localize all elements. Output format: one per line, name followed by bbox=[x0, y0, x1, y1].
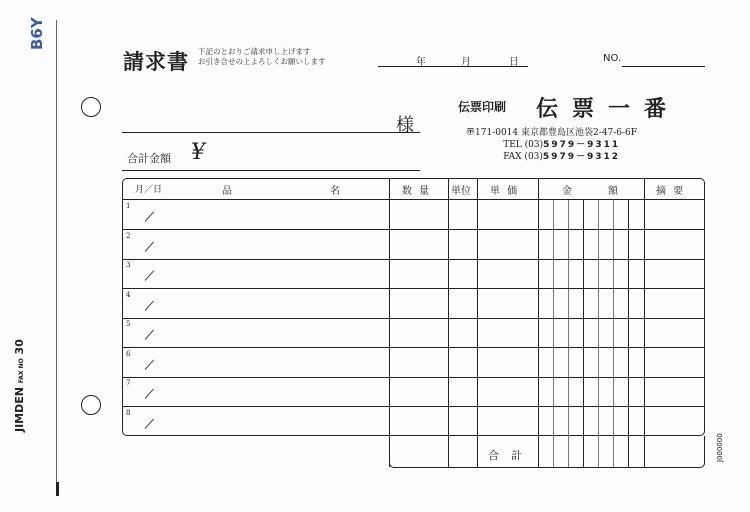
header-item-2: 名 bbox=[330, 186, 340, 197]
header-unit: 単位 bbox=[451, 186, 471, 197]
col-divider-unit bbox=[448, 179, 449, 467]
row-number: 3 bbox=[126, 261, 131, 269]
model-number: 30 bbox=[13, 339, 26, 355]
header-divider bbox=[123, 199, 704, 200]
punch-hole-top bbox=[81, 97, 101, 117]
addressee-suffix: 様 bbox=[396, 115, 414, 136]
perforation-line bbox=[56, 20, 57, 482]
col-divider-price bbox=[477, 179, 478, 467]
issuer-name: 伝票一番 bbox=[536, 97, 681, 122]
row-line bbox=[123, 377, 704, 378]
tel-number: 5979－9311 bbox=[543, 140, 621, 150]
form-title: 請求書 bbox=[123, 50, 189, 74]
total-label: 合計 bbox=[488, 449, 534, 462]
note-line-1: 下記のとおりご請求申し上げます bbox=[198, 47, 311, 56]
size-label: B6Y bbox=[28, 17, 46, 50]
date-underline bbox=[378, 66, 528, 67]
digit-line bbox=[628, 200, 629, 467]
row-line bbox=[123, 406, 704, 407]
product-code: J000000 bbox=[716, 433, 724, 462]
row-number: 5 bbox=[126, 320, 131, 328]
no-label: NO. bbox=[603, 53, 622, 64]
fax-number: 5979－9312 bbox=[542, 152, 621, 162]
row-line bbox=[123, 318, 704, 319]
addressee-underline bbox=[122, 132, 420, 133]
total-amount-label: 合計金額 bbox=[127, 152, 171, 165]
row-number: 7 bbox=[126, 379, 131, 387]
header-date: 月／日 bbox=[135, 185, 163, 195]
form-note bbox=[198, 47, 326, 67]
row-number: 6 bbox=[126, 350, 131, 358]
issuer-postal: 〠171-0014 bbox=[466, 128, 519, 138]
header-qty: 数 量 bbox=[402, 186, 432, 197]
year-label: 年 bbox=[416, 57, 426, 68]
currency-symbol: ¥ bbox=[191, 140, 205, 165]
row-line bbox=[123, 347, 704, 348]
digit-line bbox=[553, 200, 554, 467]
brand-imprint bbox=[13, 339, 26, 432]
row-line bbox=[123, 288, 704, 289]
issuer-label: 伝票印刷 bbox=[458, 100, 507, 114]
digit-line bbox=[568, 200, 569, 467]
no-underline bbox=[622, 66, 705, 67]
issuer-address-block bbox=[466, 127, 637, 163]
note-line-2: お引き合せの上よろしくお願いします bbox=[198, 57, 326, 66]
col-divider-amount bbox=[538, 179, 539, 467]
digit-line bbox=[583, 200, 584, 467]
month-label: 月 bbox=[461, 57, 471, 68]
digit-line bbox=[613, 200, 614, 467]
issuer-address: 東京都豊島区池袋2-47-6-6F bbox=[521, 128, 637, 138]
digit-line bbox=[598, 200, 599, 467]
col-divider-remarks bbox=[644, 179, 645, 467]
punch-hole-bottom bbox=[81, 395, 101, 415]
col-divider-qty bbox=[389, 179, 390, 467]
row-number: 8 bbox=[126, 409, 131, 417]
header-price: 単 価 bbox=[490, 186, 520, 197]
total-amount-underline bbox=[122, 170, 420, 171]
header-remarks: 摘 要 bbox=[656, 186, 686, 197]
brand-name: JIMDEN bbox=[13, 387, 26, 432]
header-amount-1: 金 bbox=[562, 186, 572, 197]
row-number: 4 bbox=[126, 291, 131, 299]
row-line bbox=[123, 229, 704, 230]
tel-label: TEL (03) bbox=[503, 140, 544, 150]
total-row bbox=[389, 436, 705, 468]
row-number: 2 bbox=[126, 232, 131, 240]
header-item-1: 品 bbox=[222, 186, 232, 197]
items-table bbox=[122, 178, 705, 436]
perforation-mark bbox=[56, 482, 59, 496]
header-amount-2: 額 bbox=[608, 186, 618, 197]
day-label: 日 bbox=[509, 57, 519, 68]
row-number: 1 bbox=[126, 202, 131, 210]
brand-no-label: FAX NO bbox=[18, 358, 25, 384]
fax-label: FAX (03) bbox=[503, 152, 543, 162]
row-line bbox=[123, 259, 704, 260]
